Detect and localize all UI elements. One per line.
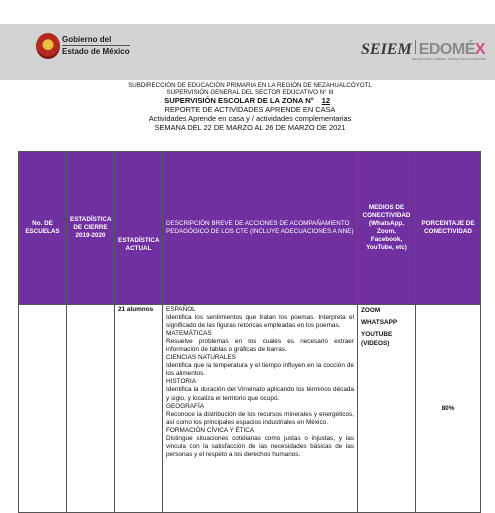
desc-espanol: Identifica los sentimientos que tratan los poemas. Interpreta el significado de las figuras retóricas empleadas en los poemas. [166,314,354,330]
cell-actual: 21 alumnos [115,305,163,513]
desc-historia: Identifica la duración del Virreinato aplicando los términos década y siglo, y localiza el territorio que ocupó. [166,386,354,402]
seiem-logo-text: SEIEM [361,41,412,58]
col-header-actual: ESTADÍSTICA ACTUAL [115,152,163,305]
col-header-cierre: ESTADÍSTICA DE CIERRE 2019-2020 [67,152,115,305]
header-line-1: SUBDIRECCIÓN DE EDUCACIÓN PRIMARIA EN LA REGIÓN DE NEZAHUALCÓYOTL [128,82,372,89]
header-line-4: REPORTE DE ACTIVIDADES APRENDE EN CASA [164,105,336,114]
media-youtube: YOUTUBE (VIDEOS) [361,331,393,347]
header-line-2: SUPERVISIÓN GENERAL DEL SECTOR EDUCATIVO N° III [166,89,334,96]
logo-divider [415,40,416,54]
zona-number: 12 [321,96,331,105]
document-header [125,82,375,132]
gobierno-logo-text [62,35,130,58]
header-zona: SUPERVISIÓN ESCOLAR DE LA ZONA N° 12 [125,96,375,105]
desc-matematicas: Resuelve problemas en los cuales es necesario extraer información de tablas o gráficas de barras. [166,338,354,354]
cell-porcentaje: 80% [416,305,481,513]
desc-ciencias: Identifica que la temperatura y el tiempo influyen en la cocción de los alimentos. [166,362,354,378]
desc-geografia: Reconoce la distribución de los recursos minerales y energéticos, así como los principales espacios industriales en México. [166,410,354,426]
subject-historia: HISTORIA [166,378,197,386]
subject-espanol: ESPAÑOL [166,306,196,313]
col-header-medios: MEDIOS DE CONECTIVIDAD (WhatsApp, Zoom, Facebook, YouTube, etc) [358,152,416,305]
media-zoom: ZOOM [361,307,381,314]
org-line-2: Estado de México [62,46,130,56]
org-line-1: Gobierno del [62,35,130,46]
desc-civica: Distingue situaciones cotidianas como justas o injustas, y las vincula con la satisfacción de las necesidades básicas de las personas y el respeto a los derechos humanos. [166,434,354,458]
subject-geografia: GEOGRAFÍA [166,402,204,410]
subject-civica: FORMACIÓN CÍVICA Y ÉTICA [166,426,255,434]
cell-descripcion [163,305,358,513]
edomex-slogan: DECISIONES FIRMES, RESULTADOS FUERTES [412,57,487,61]
table-row [19,305,481,513]
header-line-5: Actividades Aprende en casa y / actividades complementarias [148,114,352,123]
col-header-porcentaje: PORCENTAJE DE CONECTIVIDAD [416,152,481,305]
col-header-descripcion: DESCRIPCIÓN BREVE DE ACCIONES DE ACOMPAÑAMIENTO PEDAGÓGICO DE LOS CTE (INCLUYE ADECUACIONES A NNE) [163,152,358,305]
activities-report-table [18,151,481,513]
header-line-6: SEMANA DEL 22 DE MARZO AL 26 DE MARZO DE 2021 [154,123,346,132]
cell-escuelas [19,305,67,513]
gobierno-logo [36,33,130,59]
col-header-escuelas: No. DE ESCUELAS [19,152,67,305]
state-seal-icon [36,33,60,59]
cell-cierre [67,305,115,513]
subject-ciencias: CIENCIAS NATURALES [166,354,236,362]
media-whatsapp: WHATSAPP [361,319,398,326]
cell-medios [358,305,416,513]
subject-matematicas: MATEMÁTICAS [166,330,212,338]
edomex-logo-text: EDOMÉX [418,41,486,58]
